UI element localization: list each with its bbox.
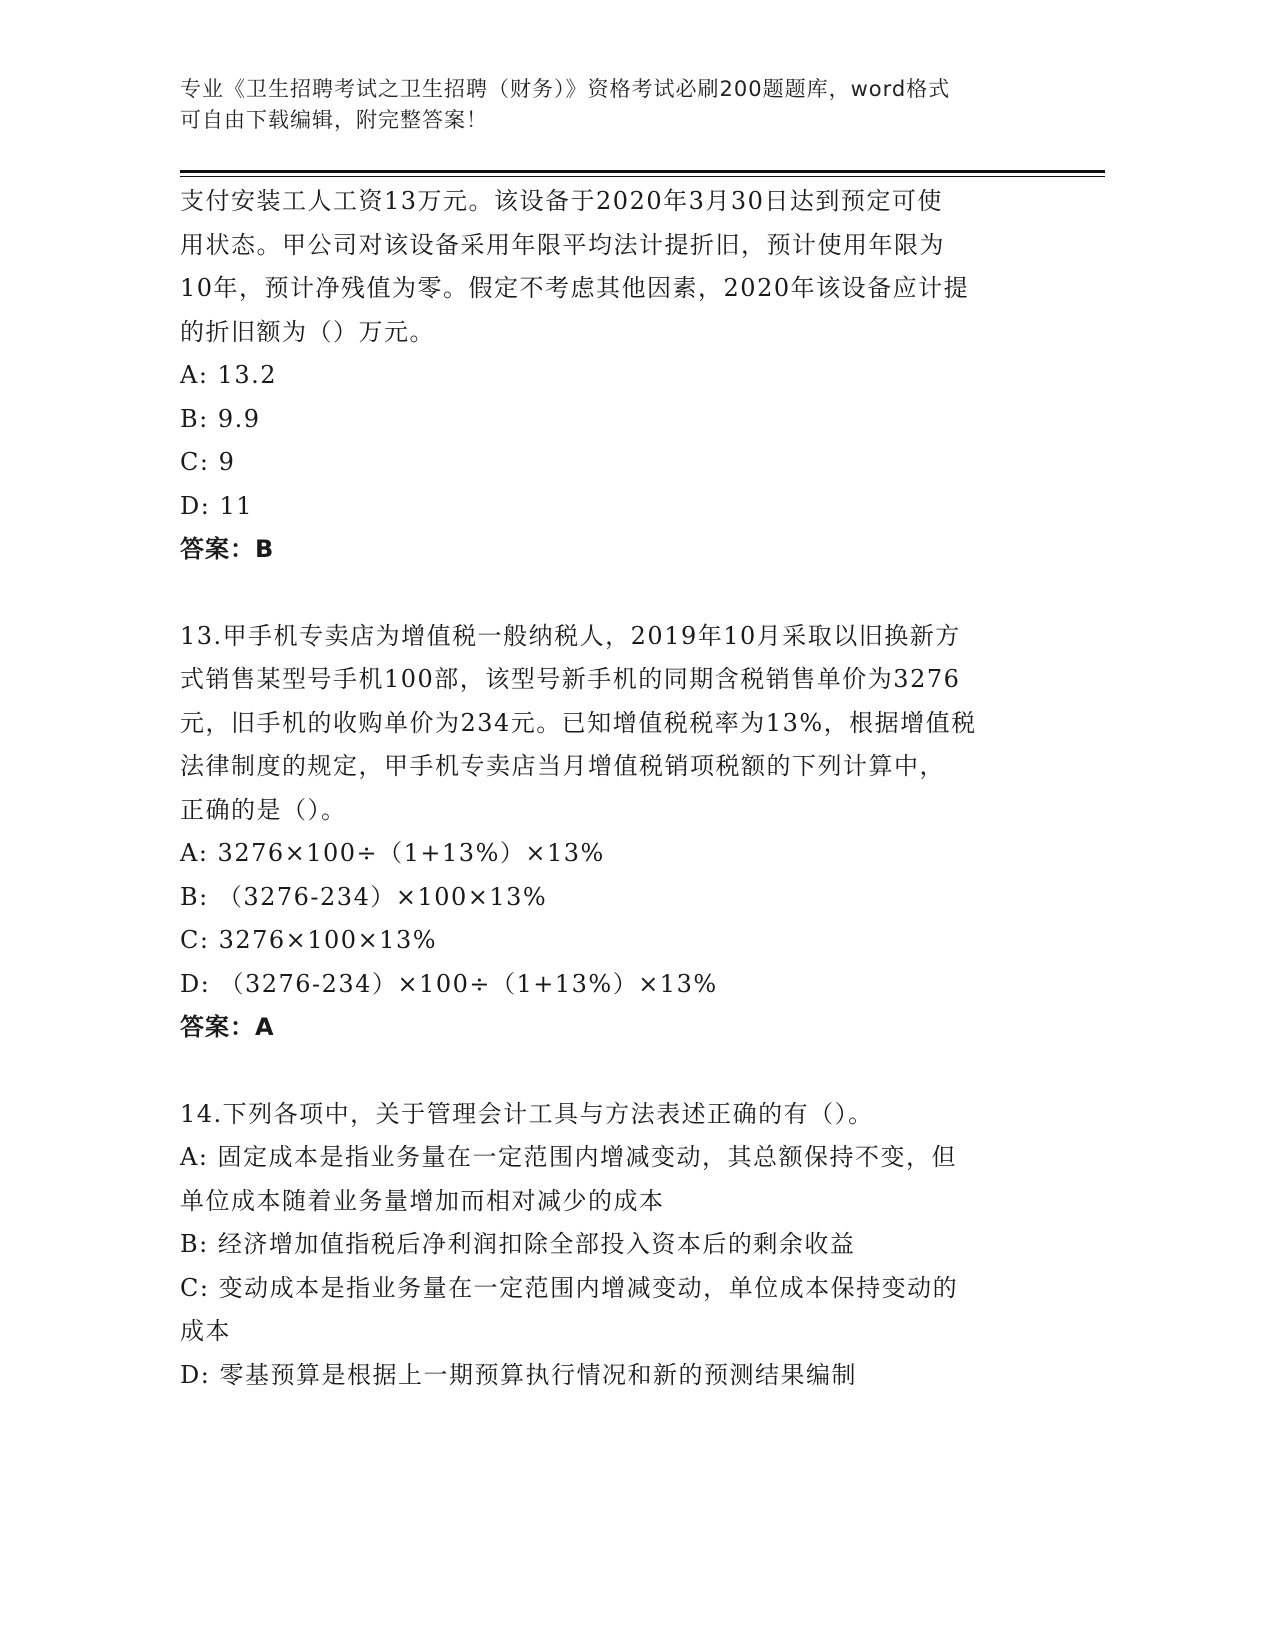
header-line-1: 专业《卫生招聘考试之卫生招聘（财务）》资格考试必刷200题题库，word格式 [180, 77, 951, 101]
question-13 [180, 615, 1080, 1050]
header-divider-thin [180, 176, 1105, 177]
question-stem-line: 式销售某型号手机100部，该型号新手机的同期含税销售单价为3276 [180, 665, 961, 693]
option-c: C: 9 [180, 448, 236, 476]
option-b: B: （3276-234）×100×13% [180, 882, 548, 911]
question-stem-line: 正确的是（）。 [180, 795, 347, 824]
question-stem-line: 14.下列各项中，关于管理会计工具与方法表述正确的有（）。 [180, 1099, 874, 1128]
header-line-2: 可自由下载编辑，附完整答案！ [180, 108, 488, 132]
question-stem-line: 10年，预计净残值为零。假定不考虑其他因素，2020年该设备应计提 [180, 274, 970, 302]
question-stem-line: 支付安装工人工资13万元。该设备于2020年3月30日达到预定可使 [180, 187, 943, 215]
question-spacer [180, 1050, 1080, 1093]
option-d: D: 零基预算是根据上一期预算执行情况和新的预测结果编制 [180, 1360, 857, 1389]
option-c-continued: 成本 [180, 1317, 231, 1345]
answer-label: 答案：B [180, 535, 275, 563]
option-a-continued: 单位成本随着业务量增加而相对减少的成本 [180, 1186, 665, 1215]
option-d: D: 11 [180, 491, 253, 520]
answer-label: 答案：A [180, 1013, 275, 1041]
option-c: C: 3276×100×13% [180, 926, 438, 954]
question-stem-line: 用状态。甲公司对该设备采用年限平均法计提折旧，预计使用年限为 [180, 230, 945, 259]
question-12 [180, 180, 1080, 572]
option-a: A: 13.2 [180, 361, 277, 389]
option-d: D: （3276-234）×100÷（1+13%）×13% [180, 969, 718, 998]
question-content [180, 180, 1080, 1397]
option-b: B: 9.9 [180, 404, 261, 433]
document-header [180, 74, 1100, 136]
option-a: A: 3276×100÷（1+13%）×13% [180, 839, 605, 867]
option-b: B: 经济增加值指税后净利润扣除全部投入资本后的剩余收益 [180, 1230, 856, 1258]
question-stem-line: 13.甲手机专卖店为增值税一般纳税人，2019年10月采取以旧换新方 [180, 621, 961, 650]
question-stem-line: 法律制度的规定，甲手机专卖店当月增值税销项税额的下列计算中， [180, 752, 945, 780]
question-stem-line: 元，旧手机的收购单价为234元。已知增值税税率为13%，根据增值税 [180, 708, 977, 737]
option-a: A: 固定成本是指业务量在一定范围内增减变动，其总额保持不变，但 [180, 1143, 958, 1171]
question-spacer [180, 572, 1080, 615]
question-14 [180, 1093, 1080, 1398]
header-divider-thick [180, 170, 1105, 173]
question-stem-line: 的折旧额为（）万元。 [180, 317, 435, 346]
option-c: C: 变动成本是指业务量在一定范围内增减变动，单位成本保持变动的 [180, 1273, 959, 1302]
